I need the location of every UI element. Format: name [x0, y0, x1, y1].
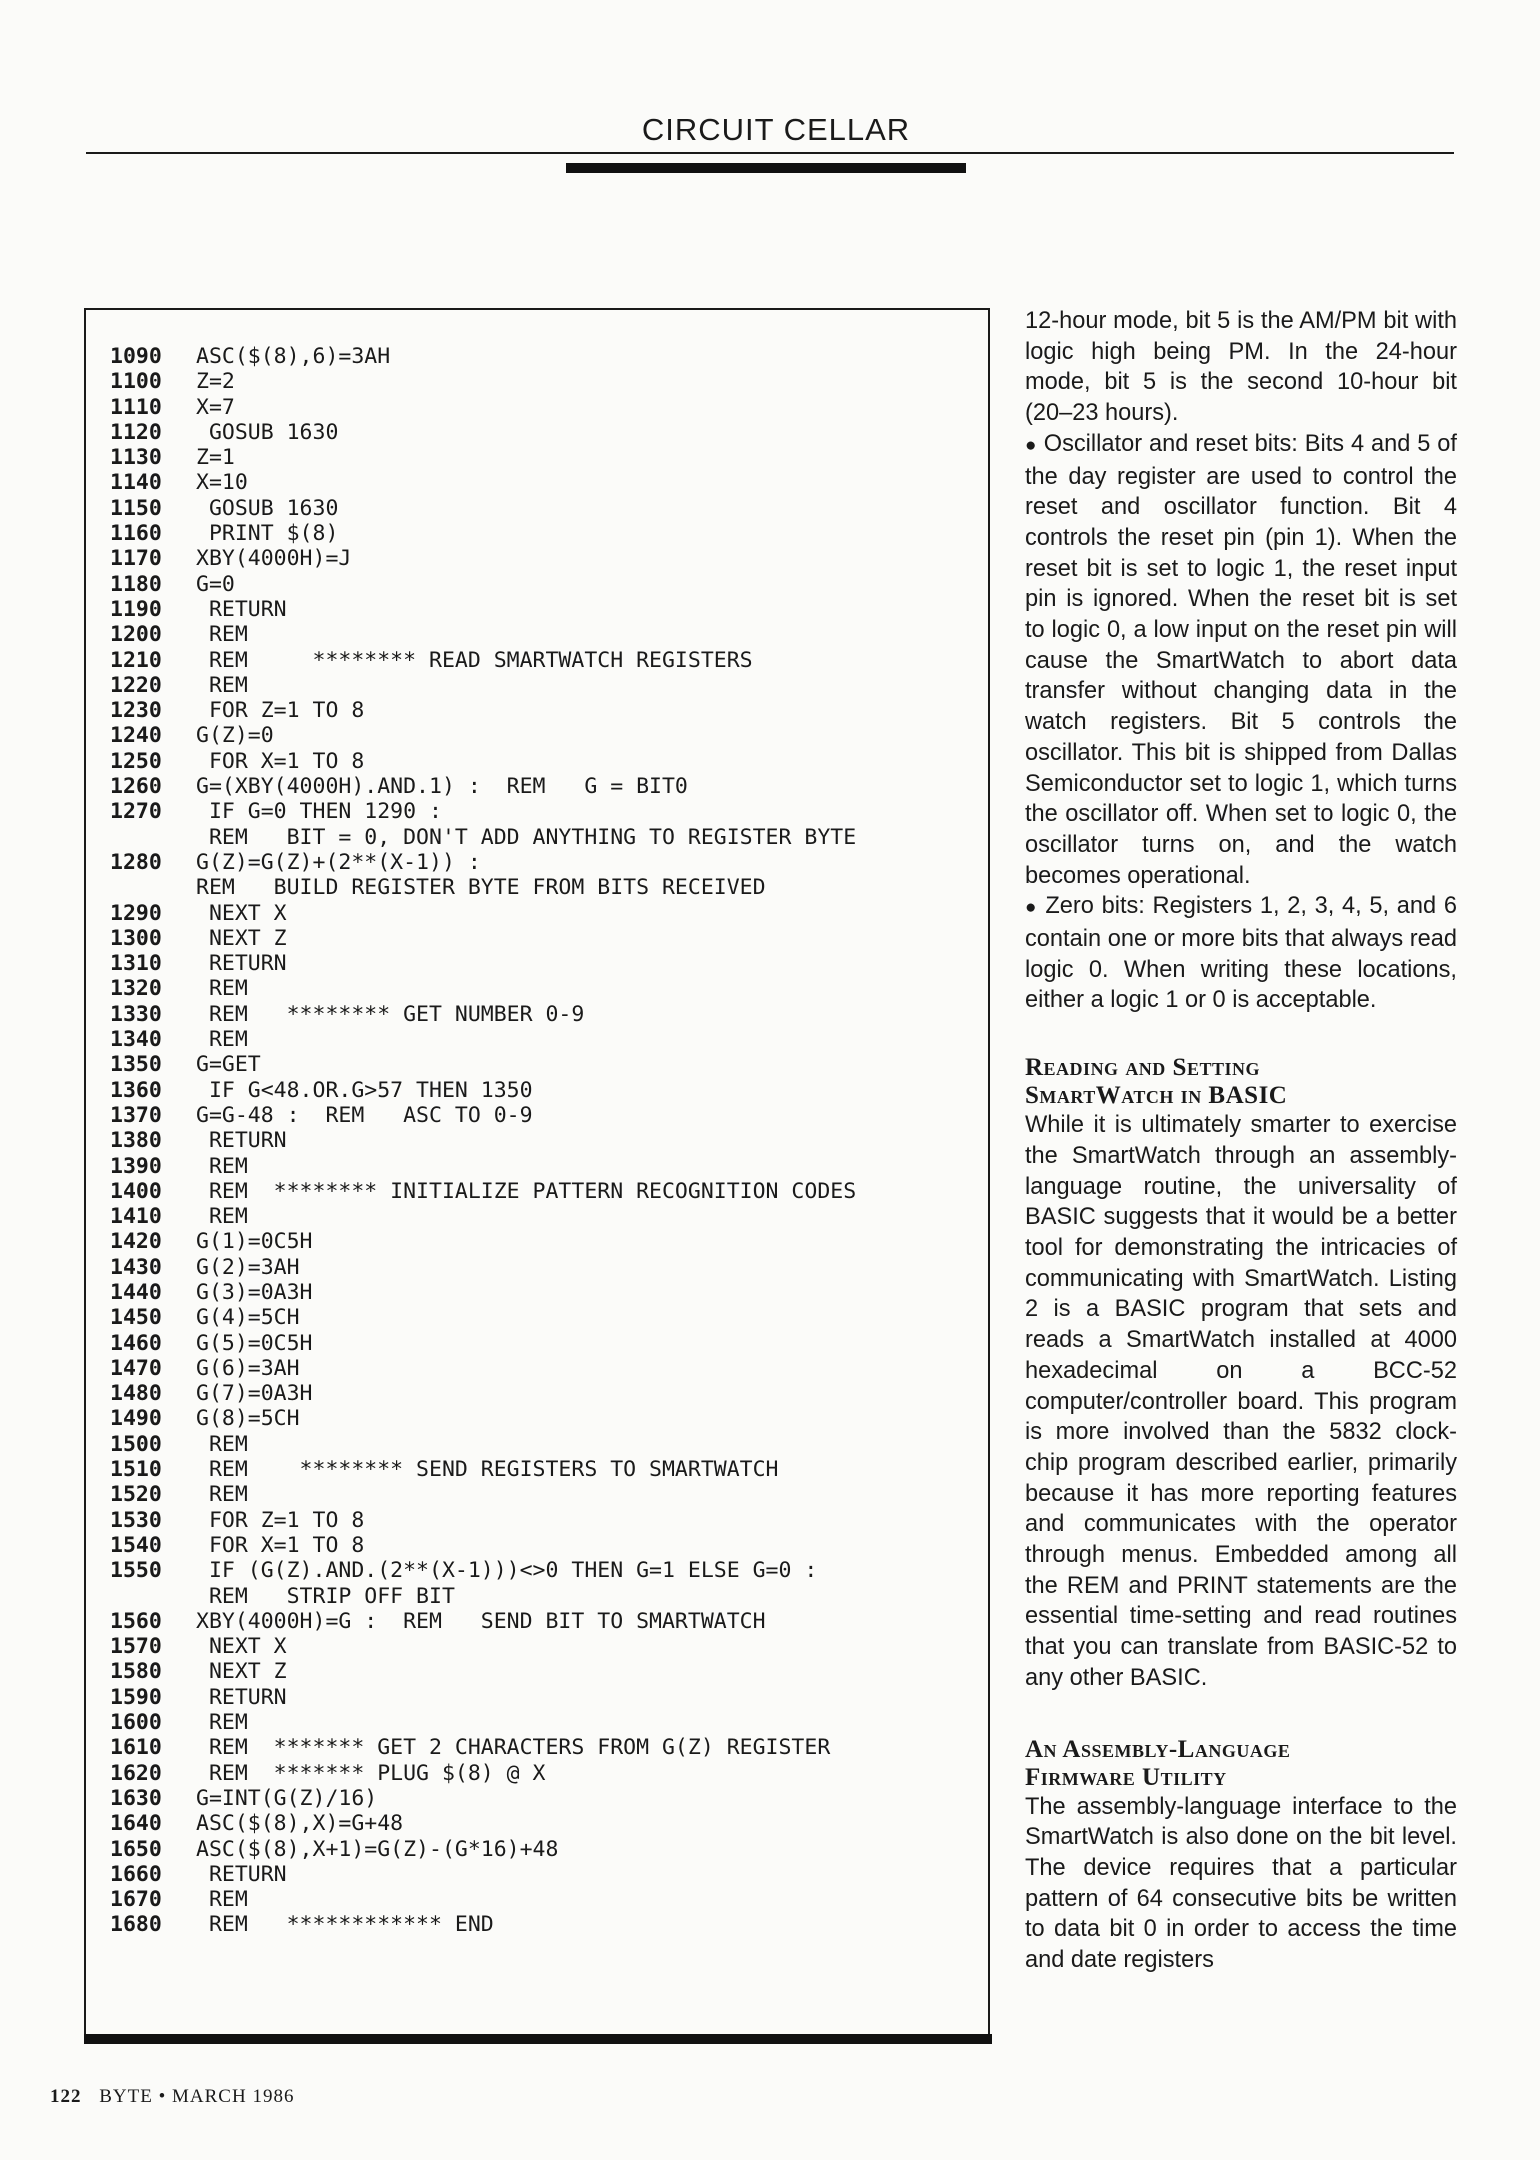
line-number: 1670 [110, 1887, 162, 1913]
code-line [110, 1482, 856, 1507]
code-text: G(8)=5CH [196, 1406, 300, 1432]
line-number: 1280 [110, 849, 162, 875]
code-text: IF (G(Z).AND.(2**(X-1)))<>0 THEN G=1 ELSE G=0 : [196, 1558, 818, 1584]
line-number: 1500 [110, 1431, 162, 1457]
code-text: RETURN [196, 951, 287, 977]
line-number: 1550 [110, 1558, 162, 1584]
section-heading [1025, 1054, 1457, 1110]
line-number: 1200 [110, 622, 162, 648]
code-text: REM [196, 1153, 248, 1179]
code-text: X=10 [196, 470, 248, 496]
line-number: 1480 [110, 1381, 162, 1407]
line-number: 1100 [110, 369, 162, 395]
code-text: REM ******* PLUG $(8) @ X [196, 1760, 546, 1786]
code-text: G(6)=3AH [196, 1355, 300, 1381]
line-number: 1330 [110, 1001, 162, 1027]
paragraph: 12-hour mode, bit 5 is the AM/PM bit with logic high being PM. In the 24-hour mode, bit 5 is the second 10-hour bit (20–23 hours). [1025, 308, 1457, 427]
code-text: XBY(4000H)=J [196, 546, 352, 572]
code-line [110, 1912, 856, 1937]
line-number: 1570 [110, 1634, 162, 1660]
line-number: 1120 [110, 419, 162, 445]
line-number: 1390 [110, 1153, 162, 1179]
code-line [110, 901, 856, 926]
code-text: G=0 [196, 571, 235, 597]
code-line [110, 1685, 856, 1710]
paragraph-text: Zero bits: Registers 1, 2, 3, 4, 5, and 6 contain one or more bits that always read logic 0. When writing these locations, either a logic 1 or 0 is acceptable. [1025, 893, 1458, 1014]
page-footer [50, 2086, 294, 2108]
code-line [110, 1558, 856, 1583]
code-text: RETURN [196, 1861, 287, 1887]
line-number: 1250 [110, 748, 162, 774]
header-rule [86, 152, 1454, 154]
code-text: PRINT $(8) [196, 521, 339, 547]
line-number: 1380 [110, 1128, 162, 1154]
paragraph-text: Oscillator and reset bits: Bits 4 and 5 of the day register are used to control the reset and oscillator function. Bit 4 controls the reset pin (pin 1). When the reset bit is set to logic 1, the reset input pin is ignored. When the reset bit is set to logic 0, a low input on the reset pin will cause the SmartWatch to abort data transfer without changing data in the watch registers. Bit 5 controls the oscillator. This bit is shipped from Dallas Semiconductor set to logic 1, which turns the oscillator off. When set to logic 0, the oscillator turns on, and the watch becomes operational. [1025, 430, 1457, 889]
line-number: 1540 [110, 1532, 162, 1558]
code-line [110, 1179, 856, 1204]
code-line [110, 496, 856, 521]
code-text: FOR Z=1 TO 8 [196, 698, 365, 724]
code-text: REM [196, 1887, 248, 1913]
line-number: 1590 [110, 1684, 162, 1710]
paragraph: While it is ultimately smarter to exercise the SmartWatch through an assembly-language routine, the universality of BASIC suggests that it would be a better tool for demonstrating the intricacies of communicating with SmartWatch. Listing 2 is a BASIC program that sets and reads a SmartWatch installed at 4000 hexadecimal on a BCC-52 computer/controller board. This program is more involved than the 5832 clock-chip program described earlier, primarily because it has more reporting features and communicates with the operator through menus. Embedded among all the REM and PRINT statements are the essential time-setting and read routines that you can translate from BASIC-52 to any other BASIC. [1025, 1112, 1457, 1691]
code-text: NEXT Z [196, 1659, 287, 1685]
code-line [110, 622, 856, 647]
line-number: 1450 [110, 1305, 162, 1331]
code-text: XBY(4000H)=G : REM SEND BIT TO SMARTWATCH [196, 1608, 766, 1634]
bullet-paragraph [1025, 891, 1457, 1016]
code-line [110, 1356, 856, 1381]
code-line [110, 1002, 856, 1027]
line-number: 1240 [110, 723, 162, 749]
line-number: 1150 [110, 495, 162, 521]
line-number: 1560 [110, 1608, 162, 1634]
code-text: NEXT Z [196, 925, 287, 951]
code-line [110, 1710, 856, 1735]
code-line [110, 648, 856, 673]
line-number: 1320 [110, 976, 162, 1002]
line-number: 1340 [110, 1027, 162, 1053]
line-number: 1160 [110, 521, 162, 547]
line-number: 1520 [110, 1482, 162, 1508]
code-line [110, 1027, 856, 1052]
line-number: 1440 [110, 1279, 162, 1305]
code-text: G=G-48 : REM ASC TO 0-9 [196, 1102, 533, 1128]
code-line [110, 546, 856, 571]
line-number: 1620 [110, 1760, 162, 1786]
code-line [110, 420, 856, 445]
line-number: 1420 [110, 1229, 162, 1255]
line-number: 1400 [110, 1178, 162, 1204]
line-number: 1260 [110, 774, 162, 800]
heading-line: Reading and Setting [1025, 1054, 1260, 1082]
code-text: FOR X=1 TO 8 [196, 1532, 365, 1558]
code-text: REM [196, 1027, 248, 1053]
code-text: G=(XBY(4000H).AND.1) : REM G = BIT0 [196, 774, 688, 800]
code-line [110, 1406, 856, 1431]
code-text: REM BUILD REGISTER BYTE FROM BITS RECEIVED [196, 875, 766, 901]
line-number: 1180 [110, 571, 162, 597]
listing-bottom-bar [84, 2034, 992, 2044]
code-line [110, 1128, 856, 1153]
code-line [110, 1052, 856, 1077]
bullet-paragraph [1025, 429, 1457, 892]
code-line [110, 1204, 856, 1229]
code-line [110, 1837, 856, 1862]
code-text: G(Z)=0 [196, 723, 274, 749]
magazine-issue: BYTE • MARCH 1986 [99, 2086, 295, 2107]
line-number: 1580 [110, 1659, 162, 1685]
line-number: 1360 [110, 1077, 162, 1103]
code-text: REM ******** INITIALIZE PATTERN RECOGNITION CODES [196, 1178, 857, 1204]
code-text: GOSUB 1630 [196, 419, 339, 445]
code-line [110, 875, 856, 900]
code-line [110, 1862, 856, 1887]
code-line [110, 673, 856, 698]
header-accent-bar [566, 163, 966, 173]
code-line [110, 1432, 856, 1457]
section-header: CIRCUIT CELLAR [641, 112, 911, 147]
line-number: 1630 [110, 1785, 162, 1811]
code-line [110, 1811, 856, 1836]
code-line [110, 1154, 856, 1179]
code-line [110, 1786, 856, 1811]
code-text: IF G=0 THEN 1290 : [196, 799, 442, 825]
code-line [110, 1634, 856, 1659]
paragraph: The assembly-language interface to the SmartWatch is also done on the bit level. The device requires that a particular pattern of 64 consecutive bits be written to data bit 0 in order to access the time and date registers [1025, 1793, 1457, 1974]
code-line [110, 976, 856, 1001]
code-line [110, 850, 856, 875]
bullet-icon: ● [1025, 434, 1037, 456]
code-text: IF G<48.OR.G>57 THEN 1350 [196, 1077, 533, 1103]
line-number: 1650 [110, 1836, 162, 1862]
code-text: NEXT X [196, 1634, 287, 1660]
code-text: REM [196, 622, 248, 648]
code-text: REM [196, 1431, 248, 1457]
code-text: G(7)=0A3H [196, 1381, 313, 1407]
code-text: G(2)=3AH [196, 1254, 300, 1280]
code-line [110, 1255, 856, 1280]
code-line [110, 445, 856, 470]
heading-line: SmartWatch in BASIC [1025, 1082, 1288, 1110]
code-text: G(Z)=G(Z)+(2**(X-1)) : [196, 849, 481, 875]
line-number: 1210 [110, 647, 162, 673]
code-text: REM ******** GET NUMBER 0-9 [196, 1001, 585, 1027]
line-number: 1610 [110, 1735, 162, 1761]
code-line [110, 1609, 856, 1634]
code-text: Z=1 [196, 445, 235, 471]
code-text: RETURN [196, 1684, 287, 1710]
line-number: 1170 [110, 546, 162, 572]
code-line [110, 344, 856, 369]
code-text: REM [196, 976, 248, 1002]
code-line [110, 951, 856, 976]
code-line [110, 1533, 856, 1558]
code-text: REM STRIP OFF BIT [196, 1583, 455, 1609]
line-number: 1490 [110, 1406, 162, 1432]
line-number: 1310 [110, 951, 162, 977]
line-number: 1470 [110, 1355, 162, 1381]
code-line [110, 698, 856, 723]
code-line [110, 749, 856, 774]
code-text: Z=2 [196, 369, 235, 395]
article-column [1025, 306, 1457, 1976]
line-number: 1220 [110, 672, 162, 698]
code-line [110, 1735, 856, 1760]
code-text: REM [196, 1204, 248, 1230]
code-text: REM ************ END [196, 1912, 494, 1938]
line-number: 1140 [110, 470, 162, 496]
code-text: REM ******** SEND REGISTERS TO SMARTWATCH [196, 1457, 779, 1483]
line-number: 1130 [110, 445, 162, 471]
code-line [110, 521, 856, 546]
code-line [110, 1078, 856, 1103]
code-line [110, 572, 856, 597]
heading-line: Firmware Utility [1025, 1763, 1227, 1791]
code-text: G(5)=0C5H [196, 1330, 313, 1356]
line-number: 1660 [110, 1861, 162, 1887]
line-number: 1460 [110, 1330, 162, 1356]
code-line [110, 597, 856, 622]
heading-line: An Assembly-Language [1025, 1735, 1291, 1763]
code-text: G(3)=0A3H [196, 1279, 313, 1305]
page-number: 122 [50, 2086, 82, 2107]
code-text: G=INT(G(Z)/16) [196, 1785, 378, 1811]
line-number: 1230 [110, 698, 162, 724]
code-text: FOR X=1 TO 8 [196, 748, 365, 774]
code-line [110, 395, 856, 420]
code-text: G(1)=0C5H [196, 1229, 313, 1255]
code-line [110, 1659, 856, 1684]
line-number: 1350 [110, 1052, 162, 1078]
code-text: ASC($(8),6)=3AH [196, 344, 391, 369]
code-line [110, 1761, 856, 1786]
line-number: 1270 [110, 799, 162, 825]
code-text: REM ******* GET 2 CHARACTERS FROM G(Z) REGISTER [196, 1735, 831, 1761]
code-line [110, 1331, 856, 1356]
line-number: 1290 [110, 900, 162, 926]
code-text: G(4)=5CH [196, 1305, 300, 1331]
code-text: G=GET [196, 1052, 261, 1078]
code-text: FOR Z=1 TO 8 [196, 1507, 365, 1533]
code-text: NEXT X [196, 900, 287, 926]
code-line [110, 1584, 856, 1609]
code-text: RETURN [196, 596, 287, 622]
line-number: 1510 [110, 1457, 162, 1483]
code-line [110, 470, 856, 495]
basic-listing [110, 344, 856, 1938]
line-number: 1190 [110, 596, 162, 622]
line-number: 1430 [110, 1254, 162, 1280]
code-text: X=7 [196, 394, 235, 420]
line-number: 1680 [110, 1912, 162, 1938]
code-text: ASC($(8),X)=G+48 [196, 1811, 404, 1837]
line-number: 1110 [110, 394, 162, 420]
bullet-icon: ● [1025, 897, 1038, 919]
code-line [110, 1229, 856, 1254]
code-text: REM BIT = 0, DON'T ADD ANYTHING TO REGISTER BYTE [196, 824, 857, 850]
line-number: 1370 [110, 1102, 162, 1128]
section-heading [1025, 1736, 1457, 1792]
code-line [110, 1381, 856, 1406]
code-text: ASC($(8),X+1)=G(Z)-(G*16)+48 [196, 1836, 559, 1862]
code-line [110, 1457, 856, 1482]
code-text: GOSUB 1630 [196, 495, 339, 521]
line-number: 1600 [110, 1710, 162, 1736]
code-line [110, 1103, 856, 1128]
code-text: REM [196, 1482, 248, 1508]
code-line [110, 1305, 856, 1330]
line-number: 1300 [110, 925, 162, 951]
code-line [110, 774, 856, 799]
line-number: 1410 [110, 1204, 162, 1230]
code-text: REM [196, 672, 248, 698]
code-line [110, 1508, 856, 1533]
code-text: REM [196, 1710, 248, 1736]
code-line [110, 1887, 856, 1912]
code-text: REM ******** READ SMARTWATCH REGISTERS [196, 647, 753, 673]
line-number: 1530 [110, 1507, 162, 1533]
code-line [110, 1280, 856, 1305]
code-line [110, 825, 856, 850]
code-line [110, 926, 856, 951]
code-text: RETURN [196, 1128, 287, 1154]
line-number: 1640 [110, 1811, 162, 1837]
code-line [110, 799, 856, 824]
code-line [110, 369, 856, 394]
line-number: 1090 [110, 344, 162, 369]
code-line [110, 723, 856, 748]
